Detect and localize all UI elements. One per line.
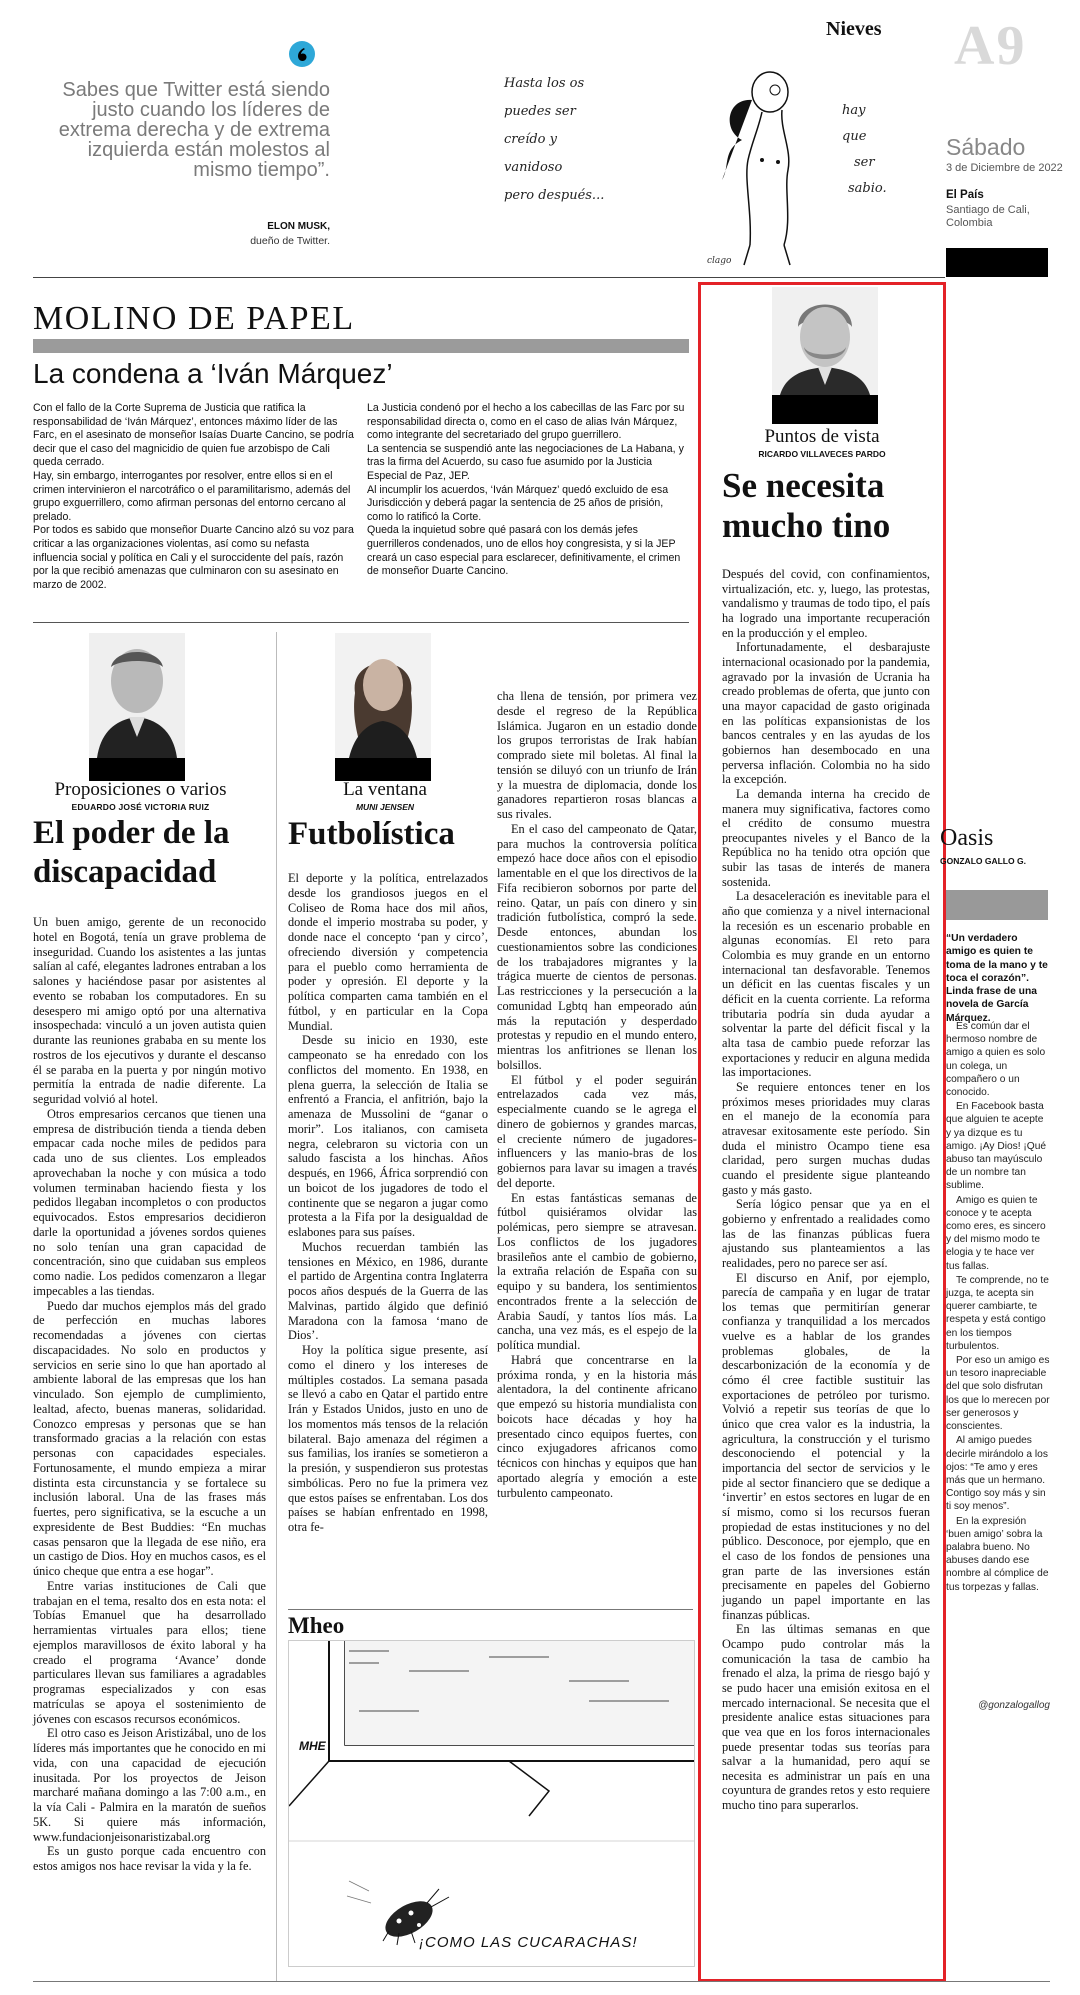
column2-body xyxy=(288,871,488,1535)
paragraph: Es un gusto porque cada encuentro con estos amigos nos hace revisar la vida y la fe. xyxy=(33,1844,266,1873)
nieves-cartoon xyxy=(462,70,892,275)
masthead-bar xyxy=(33,339,689,353)
cartoon-title: Mheo xyxy=(288,1613,345,1638)
paragraph: Desde su inicio en 1930, este campeonato se ha enredado con los conflictos del momento. En 1938, en plena guerra, la selección de Italia se enfrentó a Francia, el anfitrión, bajo la amenaza de Mussolini de “ganar o morir”. Los italianos, con camiseta negra, celebraron su victoria con un saludo fascista a los hinchas. Años después, en 1966, África sorprendió con un boicot de los jugadores de todo el continente que se negaron a jugar como protesta a la Fifa por la desigualdad de eslabones para sus países. xyxy=(288,1033,488,1239)
paragraph: El deporte y la política, entrelazados desde los grandiosos juegos en el Coliseo de Roma hace dos mil años, donde el imperio mostraba su poder, y donde nace el concepto ‘pan y circo’, ofreciendo diversión y competencia para el pueblo como herramienta de poder y opresión. El deporte y la política comparten cama también en el fútbol, y en particular en la Copa Mundial. xyxy=(288,871,488,1033)
paragraph: Se requiere entonces tener en los próximos meses prioridades muy claras en el manejo de la economía para atravesar exitosamente este período. Sin duda el ministro Ocampo tiene esa claridad, pero surgen muchas dudas cuando el presidente sigue planteando gasto y más gasto. xyxy=(722,1079,930,1197)
oasis-bar xyxy=(946,890,1048,920)
page-number: A9 xyxy=(954,15,1027,77)
paragraph: Otros empresarios cercanos que tienen una empresa de distribución tienda a tienda deben empacar cada noche miles de pedidos para cada uno de sus clientes. Los empleados aprovechaban la noche y con música a todo volumen terminaban haciendo fiesta y los pedidos llegaban incompletos o con productos equivocados. Estos empresarios decidieron darle la oportunidad a jóvenes sordos quienes no solo tenían una gran capacidad de concentración, sino que cuidaban sus empleos como nadie. Los pedidos comenzaron a llegar impecables a las tiendas. xyxy=(33,1106,266,1298)
paragraph: Al amigo puedes decirle mirándolo a los ojos: “Te amo y eres más que un hermano. Contigo soy más y sin ti soy menos”. xyxy=(946,1435,1048,1513)
paragraph: El discurso en Anif, por ejemplo, parecía de campaña y en lugar de tratar los temas que permitirían generar confianza y tranquilidad a los mercados vuelve es a hablar de los grandes problemas globales, de la descarbonización de la economía y de cómo él cree factible sustituir las exportaciones de petróleo por turismo. Volvió a repetir sus teorías de que lo único que crea valor es la industria, la agricultura, la construcción y el turismo desconociendo el potencial y la importancia del sector de servicios y le pide al sector financiero que se dedique a ‘invertir’ en estos sectores en lugar de en sí mismo, como si los recursos fueran propiedad de estas instituciones y no del público. Desconoce, por ejemplo, que en el caso de los fondos de pensiones una gran parte de las inversiones están precisamente en papeles del Gobierno jugando un papel importante en las finanzas públicas. xyxy=(722,1270,930,1622)
city-label: Santiago de Cali, Colombia xyxy=(946,204,1030,229)
column2-section: La ventana xyxy=(343,779,427,800)
editorial-col1: Con el fallo de la Corte Suprema de Justicia que ratifica la responsabilidad de ‘Iván Márquez’, entonces máximo líder de las Farc, en el asesinato de monseñor Isaías Duarte Cancino, se podría decir que el caso del magnicidio de quien fue arzobispo de Cali queda cerrado. Hay, sin embargo, interrogantes por resolver, entre ellos si en el crimen intervinieron el narcotráfico o el paramilitarismo, además del grupo exguerrillero, como afirman personas del entorno cercano al prelado. Por todos es sabido que monseñor Duarte Cancino alzó su voz para criticar a las organizaciones violentas, así como su nefasta influencia social y política en Cali y el suroccidente del país, razón por la que recibió amenazas que culminaron con su asesinato en marzo de 2002. xyxy=(33,402,354,591)
newspaper-name: El País xyxy=(946,189,984,201)
paragraph: La demanda interna ha crecido de manera muy significativa, factores como el crédito de consumo muestra preocupantes niveles y el Banco de la República no ha tenido otra opción que subir las tasas de interés de manera sostenida. xyxy=(722,786,930,889)
oasis-title: Oasis xyxy=(940,825,994,851)
mheo-cartoon xyxy=(288,1640,695,1967)
cartoon-signature: clago xyxy=(707,256,732,266)
redaction-bar-villaveces xyxy=(772,395,878,424)
cartoon-text-left: Hasta los os puedes ser creído y vanidoso pero después... xyxy=(504,76,605,203)
paragraph: Un buen amigo, gerente de un reconocido hotel en Bogotá, tenía un grave problema de inseguridad. Cuando los asistentes a las juntas salían al café, elegantes ladrones entraban a los salones y haciéndose pasar por asistentes al evento se robaban los computadores. En su desespero mi amigo optó por una alternativa insospechada: vinculó a un joven autista quien durante las reuniones grababa en su mente los rostros de los ejecutivos y durante el descanso él se paraba en la puerta y por ningún motivo permitía la entrada de nadie diferente. La seguridad volvió al hotel. xyxy=(33,915,266,1106)
paragraph: En Facebook basta que alguien te acepte y ya dizque es tu amigo. ¡Ay Dios! ¡Qué abuso tan mayúsculo de un nombre tan sublime. xyxy=(946,1101,1047,1192)
paragraph: En estas fantásticas semanas de fútbol quisiéramos olvidar las polémicas, pero siempre se atravesan. Los conflictos de los jugadores brasileños ante el cambio de gobierno, la extraña relación de España con su equipo y su bandera, los sentimientos encontrados frente a la selección de Arabia Saudí, y tantos líos más. La cancha, una vez más, es el espejo de la política mundial. xyxy=(497,1190,697,1352)
paragraph: La desaceleración es inevitable para el año que comienza y a nivel internacional la recesión es un escenario probable en algunas economías. El reto para Colombia es muy grande en un entorno internacional tan desfavorable. Tenemos un déficit en las cuentas fiscales y un déficit en la cuenta corriente. La reforma tributaria podría sin duda ayudar a solventar la parte del déficit fiscal y la alta tasa de cambio puede reforzar las exportaciones y reducir en alguna medida las importaciones. xyxy=(722,889,930,1080)
editorial-divider xyxy=(33,622,689,623)
cartoon-caption: ¡COMO LAS CUCARACHAS! xyxy=(419,1934,638,1951)
paragraph: Habrá que concentrarse en la próxima ronda, y en la historia más alentadora, la del continente africano que empezó su historia mundialista con boicots hace décadas y hoy ha presentado cinco equipos fuertes, con cinco exjugadores africanos como técnicos con hinchas y equipos que han aportado alegría y emoción a este turbulento campeonato. xyxy=(497,1352,697,1500)
paragraph: Muchos recuerdan también las tensiones en México, en 1986, durante el partido de Argentina contra Inglaterra pocos años después de la Guerra de las Malvinas, partido álgido que definió Maradona con la famosa ‘mano de Dios’. xyxy=(288,1239,488,1343)
column1-body xyxy=(33,915,266,1874)
column1-section: Proposiciones o varios xyxy=(54,779,227,800)
header-divider xyxy=(33,277,945,278)
editorial-col2: La Justicia condenó por el hecho a los cabecillas de las Farc por su responsabilidad directa o, como en el caso de alias Iván Márquez, como integrante del secretariado del grupo guerrillero. La sentencia se suspendió ante las negociaciones de La Habana, y tras la firma del Acuerdo, su caso fue asumido por la Justicia Especial de Paz, JEP. Al incumplir los acuerdos, ‘Iván Márquez’ quedó excluido de esa Jurisdicción y deberá pagar la sentencia de 25 años de prisión, como lo ratificó la Corte. Queda la inquietud sobre qué pasará con los demás jefes guerrilleros condenados, uno de ellos hoy congresista, y si la JEP creará un caso especial para esclarecer, definitivamente, el crimen de monseñor Duarte Cancino. xyxy=(367,402,685,578)
column3-body xyxy=(497,689,697,1607)
section-name: Nieves xyxy=(826,18,882,40)
cartoon-top-divider xyxy=(288,1609,693,1610)
cartoon-signature: MHE xyxy=(299,1739,326,1753)
editorial-headline: La condena a ‘Iván Márquez’ xyxy=(33,358,393,389)
featured-body xyxy=(722,567,930,1813)
author-photo-jensen xyxy=(335,633,431,758)
paragraph: En las últimas semanas en que Ocampo pudo controlar más la comunicación la tasa de cambio ha frenado el alza, la prima de riesgo bajó y se pudo hacer una emisión exitosa en el mercado internacional. Se necesita que el presidente analice estas situaciones para que vea que en los foros internacionales puede presentar todas sus teorías para salvar a la humanidad, pero aquí se necesita es administrar un país en una coyuntura de grandes retos y esto requiere mucho tino para superarlos. xyxy=(722,1622,930,1813)
paragraph: En el caso del campeonato de Qatar, para muchos la controversia política empezó hace doce años con el episodio lamentable en el que los directivos de la Fifa recibieron sobornos por parte del reino. Qatar, un país con dinero y sin tradición futbolística, compró la sede. Desde entonces, abundan los cuestionamientos sobre las condiciones de los trabajadores migrantes y la trágica muerte de cientos de personas. Las restricciones y la persecución a la comunidad Lgbtq han empeorado aún más la reputación y desperdado protestas y repudio en el mundo entero, mientras los anfitriones se llenan los bolsillos. xyxy=(497,821,697,1072)
paragraph: Infortunadamente, el desbarajuste internacional ocasionado por la pandemia, agravado por la invasión de Ucrania ha creado problemas de oferta, que junto con una mayor capacidad de gasto originada en las políticas expansionistas de los bancos centrales y en las ayudas de los gobiernos han desembocado en una perversa inflación. Colombia no ha sido la excepción. xyxy=(722,640,930,787)
oasis-intro: “Un verdadero amigo es quien te toma de la mano y te toca el corazón”. Linda frase de una novela de García Márquez. xyxy=(946,933,1048,1024)
paragraph: cha llena de tensión, por primera vez desde el regreso de la República Islámica. Jugaron en un estadio donde los grupos terroristas de Irak habían comprado siete mil boletas. Al final la tensión se diluyó con un triunfo de Irán y la muestra de diplomacia, donde los ganadores repartieron rosas blancas a sus rivales. xyxy=(497,689,697,821)
paragraph: En la expresión ‘buen amigo’ sobra la palabra bueno. No abuses dando ese nombre al cómplice de tus torpezas y fallas. xyxy=(946,1515,1049,1593)
paragraph: Es común dar el hermoso nombre de amigo a quien es solo un colega, un compañero o un conocido. xyxy=(946,1021,1046,1099)
redaction-bar-jensen xyxy=(335,758,431,781)
column1-headline: El poder de la discapacidad xyxy=(33,815,230,890)
paragraph: Entre varias instituciones de Cali que trabajan en el tema, resalto dos en esta nota: el Tobías Emanuel que ha desarrollado herramientas virtuales para ellos; tiene ejemplos maravillosos de éxito laboral y ha creado el programa ‘Avance’ donde particulares llevan sus familiares a agradables programas especializados y con esas matrículas se apoya el sostenimiento de jóvenes con escasos recursos económicos. xyxy=(33,1578,266,1726)
cartoon-illustration xyxy=(289,1641,694,1966)
quote-author: ELON MUSK, xyxy=(267,221,330,232)
paragraph: Amigo es quien te conoce y te acepta como eres, es sincero y del mismo modo te elogia y te hace ver tus fallas. xyxy=(946,1194,1046,1272)
column-divider xyxy=(276,632,277,1982)
author-photo-victoria xyxy=(89,633,185,758)
oasis-handle: @gonzalogallog xyxy=(978,1700,1050,1711)
featured-headline: Se necesita mucho tino xyxy=(722,466,891,545)
paragraph: Hoy la política sigue presente, así como el dinero y los intereses de múltiples costados. La semana pasada se llevó a cabo en Qatar el partido entre Irán y Estados Unidos, justo en uno de los momentos más tensos de la relación bilateral. Bajo amenaza del régimen a sus familias, los iraníes se sometieron a la presión, y suspendieron sus protestas simbólicas. Pero no fue la primera vez que estos países se enfrentaban. Los dos países se habían enfrentado en 1998, otra fe- xyxy=(288,1343,488,1534)
date-label: 3 de Diciembre de 2022 xyxy=(946,162,1063,174)
nieves-figure-illustration xyxy=(652,70,852,270)
paragraph: Después del covid, con confinamientos, virtualización, etc. y, luego, las protestas, vandalismo y traumas de todo tipo, el país ha logrado una importante recuperación en la producción y el empleo. xyxy=(722,567,930,640)
paragraph: Te comprende, no te juzga, te acepta sin querer cambiarte, te respeta y está contigo en los tiempos turbulentos. xyxy=(946,1274,1049,1352)
masthead: MOLINO DE PAPEL xyxy=(33,300,355,337)
oasis-author: GONZALO GALLO G. xyxy=(940,856,1026,866)
quote-icon xyxy=(289,41,315,67)
column1-author: EDUARDO JOSÉ VICTORIA RUIZ xyxy=(71,802,210,812)
author-photo-villaveces xyxy=(772,287,878,395)
black-bar-date xyxy=(946,248,1048,277)
quote-author-role: dueño de Twitter. xyxy=(250,235,330,247)
featured-section: Puntos de vista xyxy=(764,426,880,447)
paragraph: El otro caso es Jeison Aristizábal, uno de los líderes más importantes que he conocido en mi vida, con una capacidad de ejecución inusitada. Por los proyectos de Jeison marcharé mañana domingo a las 7:00 a.m., en la vía Cali - Palmira en la maratón de sueños 5K. Si quiere más información, www.fundacionjeisonaristizabal.org xyxy=(33,1726,266,1844)
quote-text: Sabes que Twitter está siendo justo cuando los líderes de extrema derecha y de extrema izquierda están molestos al mismo tiempo”. xyxy=(58,79,330,181)
paragraph: El fútbol y el poder seguirán entrelazados cada vez más, especialmente cuando se le agrega el dinero de gobiernos y grandes marcas, el creciente número de jugadores-influencers y las manio-bras de los gobiernos para lavar su imagen a través del deporte. xyxy=(497,1072,697,1190)
column2-headline: Futbolística xyxy=(288,816,455,852)
cartoon-text-right: hay que ser sabio. xyxy=(842,103,887,196)
paragraph: Sería lógico pensar que ya en el gobierno y enfrentado a realidades como las de las finanzas públicas fuera ajustando sus planteamientos a las realidades, pero no parece ser así. xyxy=(722,1197,930,1270)
footer-divider xyxy=(33,1981,1050,1982)
oasis-body xyxy=(946,1020,1050,1595)
day-label: Sábado xyxy=(946,134,1026,160)
featured-author: RICARDO VILLAVECES PARDO xyxy=(758,449,886,459)
paragraph: Puedo dar muchos ejemplos más del grado de perfección en muchas labores recomendadas a jóvenes con ciertas discapacidades. No solo en productos y servicios en serie sino lo que han aportado al ambiente laboral de las empresas que los han vinculado. Son ejemplo de cumplimiento, lealtad, afecto, buenas maneras, solidaridad. Conozco empresas y personas que se han transformado gracias a la relación con estas personas con capacidades especiales. Fortunosamente, el mundo empieza a mirar distinta esta circunstancia y se fortalece su inclusión laboral. Una de las frases más fuertes, pero significativa, se la escuche a un expresidente de Best Buddies: “En muchas casas pensaron que la llegada de ese niño, era un castigo de Dios. Hoy en muchos casos, es el único cheque que entra a ese hogar”. xyxy=(33,1298,266,1578)
paragraph: Por eso un amigo es un tesoro inapreciable del que solo disfrutan los que lo merecen por ser generosos y conscientes. xyxy=(946,1355,1050,1433)
column2-author: MUNI JENSEN xyxy=(355,802,415,812)
redaction-bar-victoria xyxy=(89,758,185,781)
